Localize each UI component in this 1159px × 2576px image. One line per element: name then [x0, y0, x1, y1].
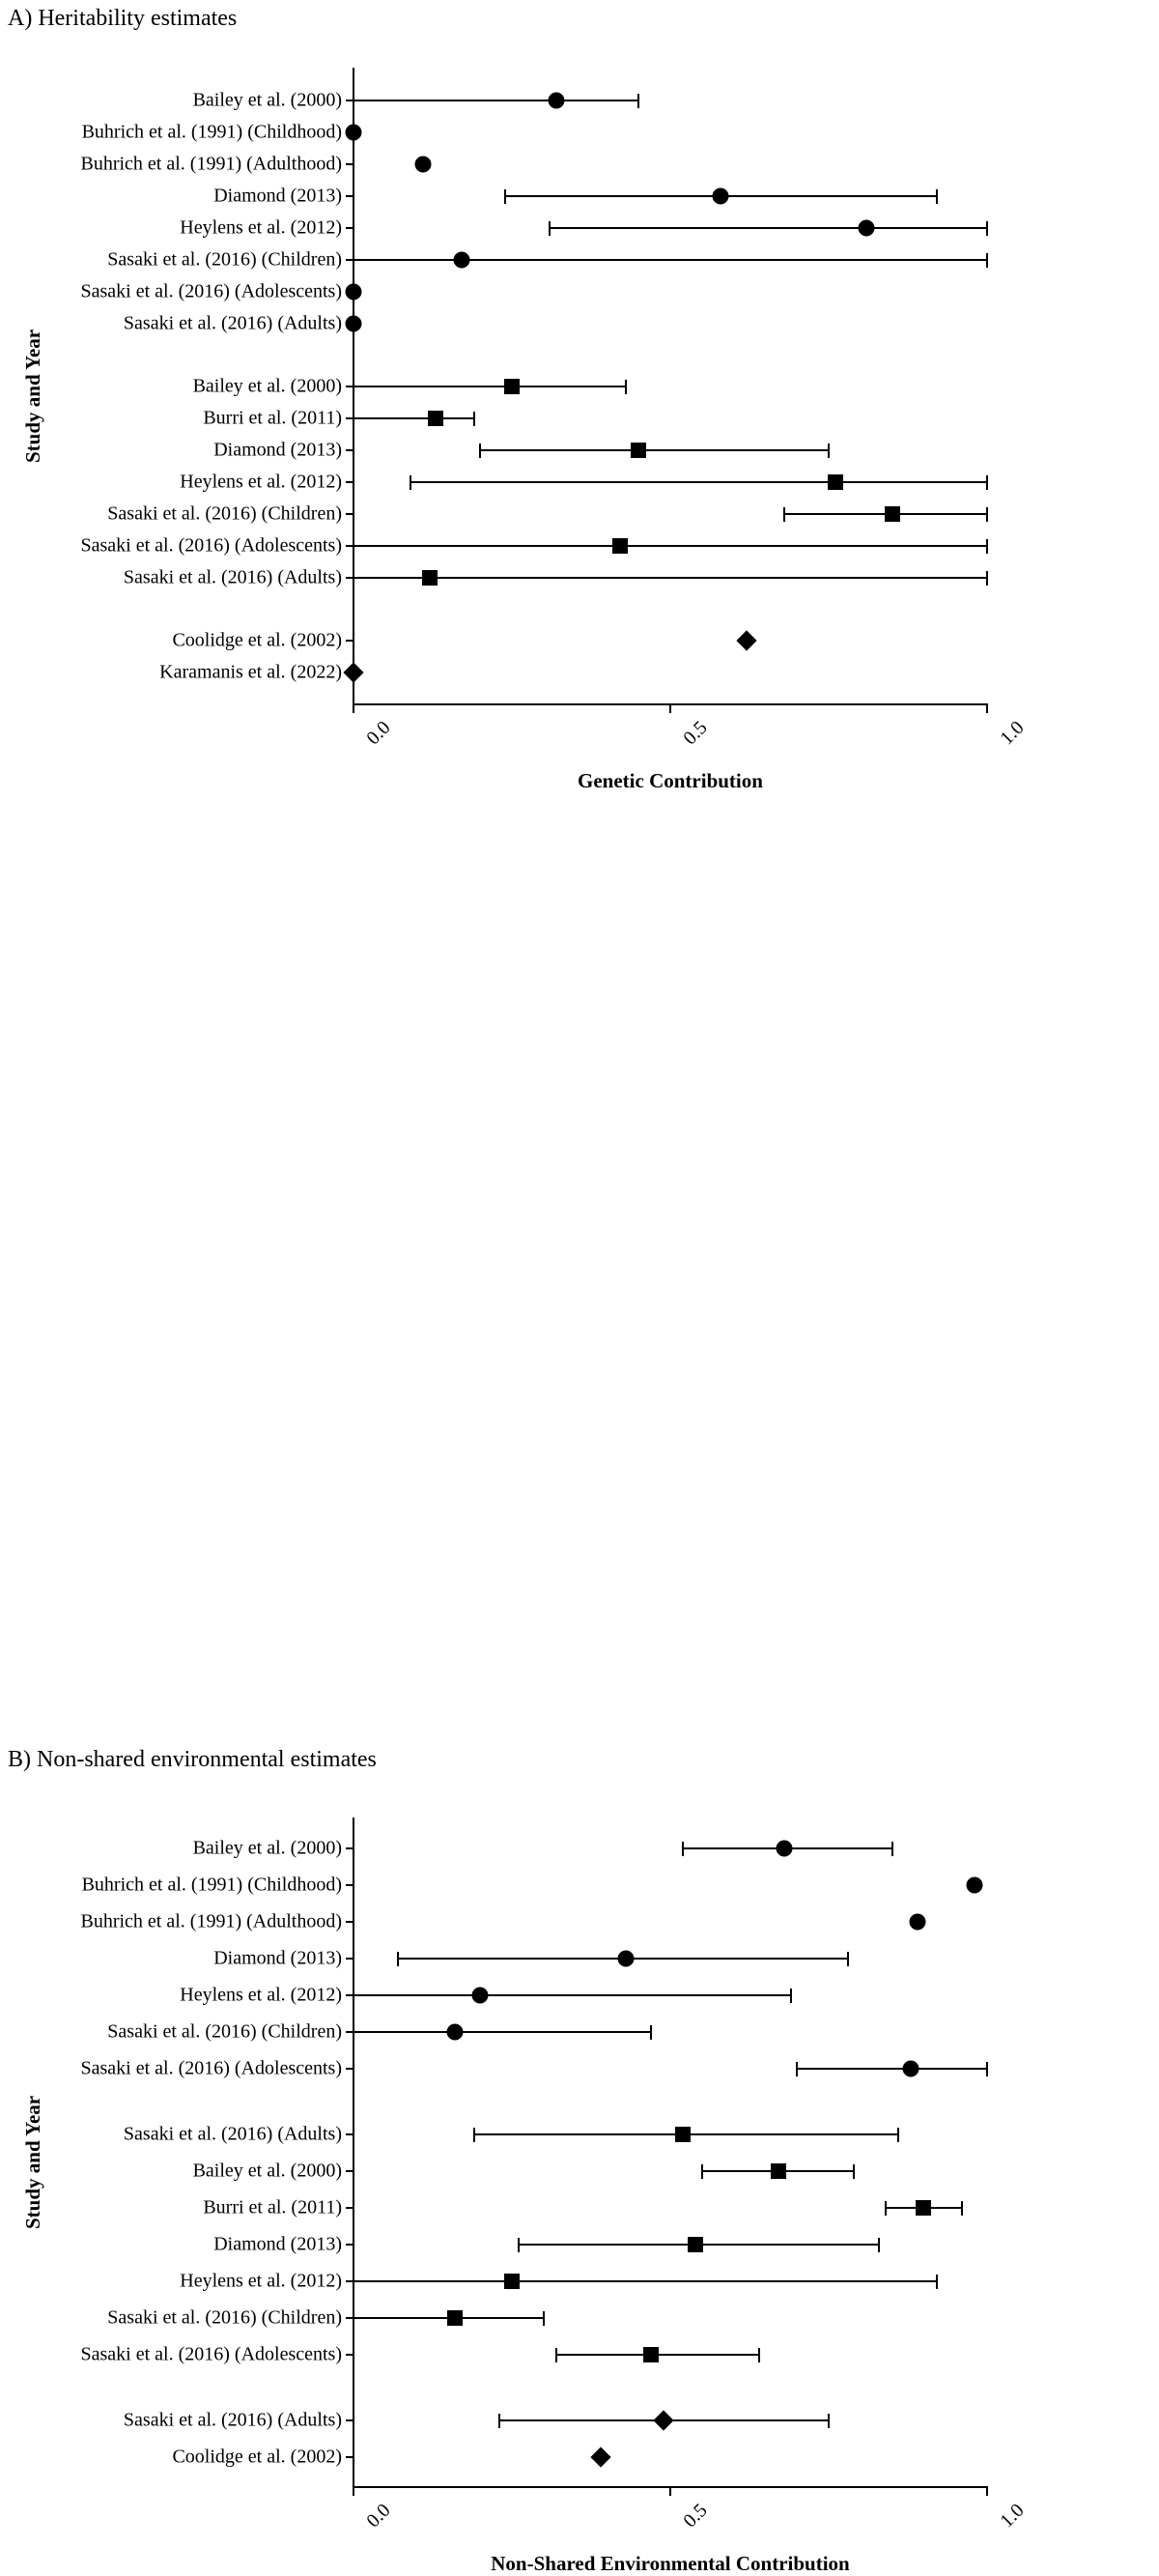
x-axis-tick: [353, 2488, 354, 2496]
confidence-interval-cap: [790, 1989, 792, 2003]
y-axis-tick: [346, 545, 353, 547]
confidence-interval-cap: [410, 475, 411, 490]
y-axis-tick: [346, 2317, 353, 2319]
study-label: Sasaki et al. (2016) (Adolescents): [80, 534, 342, 557]
confidence-interval-cap: [986, 507, 988, 522]
study-label: Heylens et al. (2012): [180, 216, 342, 239]
confidence-interval-line: [353, 577, 987, 579]
x-axis-tick-label: 0.5: [679, 2500, 712, 2533]
panel-a-heritability: [0, 0, 1159, 1082]
y-axis-title: Study and Year: [21, 2095, 44, 2229]
study-label: Buhrich et al. (1991) (Childhood): [81, 121, 342, 143]
x-axis-tick: [986, 2488, 988, 2496]
study-label: Buhrich et al. (1991) (Adulthood): [80, 1910, 342, 1932]
estimate-marker-square: [885, 506, 900, 522]
study-label: Sasaki et al. (2016) (Children): [107, 2306, 342, 2329]
confidence-interval-cap: [473, 412, 475, 426]
study-label: Sasaki et al. (2016) (Adolescents): [80, 2057, 342, 2079]
confidence-interval-cap: [479, 444, 481, 458]
confidence-interval-cap: [986, 2062, 988, 2076]
study-label: Sasaki et al. (2016) (Adults): [123, 2123, 342, 2145]
y-axis-tick: [346, 2207, 353, 2209]
y-axis-tick: [346, 195, 353, 197]
confidence-interval-line: [353, 417, 474, 419]
confidence-interval-cap: [891, 1842, 893, 1856]
confidence-interval-cap: [828, 2414, 830, 2428]
study-label: Sasaki et al. (2016) (Adults): [123, 566, 342, 588]
confidence-interval-cap: [555, 2348, 557, 2362]
y-axis-tick: [346, 2244, 353, 2246]
study-label: Bailey et al. (2000): [192, 375, 342, 397]
estimate-marker-circle: [346, 284, 362, 301]
y-axis-tick: [346, 417, 353, 419]
confidence-interval-cap: [397, 1952, 399, 1966]
study-label: Bailey et al. (2000): [192, 1837, 342, 1859]
confidence-interval-cap: [796, 2062, 798, 2076]
y-axis-title: Study and Year: [21, 329, 44, 463]
study-label: Sasaki et al. (2016) (Adults): [123, 2409, 342, 2431]
y-axis-tick: [346, 2133, 353, 2135]
estimate-marker-square: [916, 2200, 931, 2216]
confidence-interval-cap: [986, 539, 988, 554]
confidence-interval-line: [797, 2068, 987, 2070]
x-axis-title: Genetic Contribution: [578, 769, 763, 792]
confidence-interval-cap: [701, 2164, 703, 2179]
y-axis-line: [353, 1818, 354, 2486]
y-axis-tick: [346, 100, 353, 101]
y-axis-tick: [346, 449, 353, 451]
confidence-interval-cap: [783, 507, 785, 522]
study-label: Diamond (2013): [213, 185, 342, 207]
confidence-interval-cap: [625, 380, 627, 394]
estimate-marker-square: [771, 2163, 786, 2179]
y-axis-tick: [346, 640, 353, 642]
confidence-interval-cap: [961, 2201, 963, 2216]
study-label: Diamond (2013): [213, 439, 342, 461]
confidence-interval-cap: [498, 2414, 500, 2428]
estimate-marker-circle: [618, 1951, 635, 1967]
study-label: Buhrich et al. (1991) (Adulthood): [80, 153, 342, 175]
estimate-marker-circle: [713, 188, 729, 205]
estimate-marker-circle: [777, 1841, 793, 1857]
study-label: Diamond (2013): [213, 1947, 342, 1969]
y-axis-tick: [346, 1847, 353, 1849]
estimate-marker-square: [428, 411, 443, 426]
confidence-interval-cap: [518, 2238, 520, 2252]
confidence-interval-cap: [853, 2164, 855, 2179]
study-label: Diamond (2013): [213, 2233, 342, 2255]
estimate-marker-diamond: [736, 630, 756, 650]
y-axis-tick: [346, 227, 353, 229]
x-axis-tick-label: 0.0: [362, 2500, 395, 2533]
study-label: Sasaki et al. (2016) (Adolescents): [80, 280, 342, 302]
confidence-interval-cap: [936, 2275, 938, 2289]
confidence-interval-cap: [986, 253, 988, 268]
y-axis-tick: [346, 2280, 353, 2282]
confidence-interval-cap: [897, 2128, 899, 2142]
study-label: Buhrich et al. (1991) (Childhood): [81, 1874, 342, 1896]
estimate-marker-square: [643, 2347, 659, 2362]
y-axis-tick: [346, 2031, 353, 2033]
estimate-marker-circle: [548, 93, 564, 109]
study-label: Burri et al. (2011): [203, 407, 342, 429]
study-label: Sasaki et al. (2016) (Children): [107, 502, 342, 525]
study-label: Burri et al. (2011): [203, 2196, 342, 2218]
estimate-marker-circle: [346, 316, 362, 332]
study-label: Heylens et al. (2012): [180, 471, 342, 493]
confidence-interval-cap: [828, 444, 830, 458]
confidence-interval-cap: [936, 189, 938, 204]
x-axis-tick-label: 1.0: [996, 2500, 1029, 2533]
confidence-interval-cap: [847, 1952, 849, 1966]
study-label: Sasaki et al. (2016) (Children): [107, 248, 342, 271]
estimate-marker-square: [504, 2274, 520, 2289]
y-axis-tick: [346, 2419, 353, 2421]
confidence-interval-cap: [885, 2201, 887, 2216]
confidence-interval-cap: [986, 221, 988, 236]
confidence-interval-cap: [549, 221, 551, 236]
estimate-marker-diamond: [590, 2447, 610, 2467]
confidence-interval-line: [410, 481, 987, 483]
panel-b-nonshared: [0, 1082, 1159, 2575]
y-axis-tick: [346, 2170, 353, 2172]
estimate-marker-circle: [859, 220, 875, 237]
confidence-interval-cap: [650, 2025, 652, 2040]
y-axis-tick: [346, 481, 353, 483]
study-label: Heylens et al. (2012): [180, 1984, 342, 2006]
y-axis-tick: [346, 1958, 353, 1960]
x-axis-tick-label: 0.5: [679, 717, 712, 750]
x-axis-title: Non-Shared Environmental Contribution: [491, 2552, 850, 2575]
confidence-interval-line: [353, 2280, 937, 2282]
estimate-marker-circle: [903, 2061, 919, 2077]
confidence-interval-line: [480, 449, 829, 451]
estimate-marker-square: [688, 2237, 703, 2252]
y-axis-tick: [346, 577, 353, 579]
estimate-marker-square: [447, 2310, 463, 2326]
confidence-interval-cap: [758, 2348, 760, 2362]
y-axis-tick: [346, 1884, 353, 1886]
confidence-interval-cap: [986, 571, 988, 586]
confidence-interval-cap: [637, 94, 639, 108]
confidence-interval-line: [353, 545, 987, 547]
x-axis-tick: [669, 2488, 671, 2496]
estimate-marker-square: [504, 379, 520, 394]
estimate-marker-circle: [415, 157, 432, 173]
study-label: Coolidge et al. (2002): [172, 629, 342, 651]
y-axis-tick: [346, 513, 353, 515]
confidence-interval-cap: [473, 2128, 475, 2142]
y-axis-tick: [346, 2456, 353, 2458]
confidence-interval-cap: [878, 2238, 880, 2252]
estimate-marker-circle: [446, 2024, 463, 2041]
estimate-marker-square: [612, 538, 628, 554]
estimate-marker-square: [631, 443, 646, 458]
confidence-interval-line: [353, 2031, 651, 2033]
estimate-marker-diamond: [343, 662, 363, 682]
estimate-marker-circle: [909, 1914, 925, 1931]
y-axis-tick: [346, 163, 353, 165]
y-axis-tick: [346, 2354, 353, 2356]
confidence-interval-line: [550, 227, 987, 229]
panel-b-title: B) Non-shared environmental estimates: [8, 1747, 377, 1772]
confidence-interval-line: [353, 100, 638, 101]
confidence-interval-line: [353, 1994, 791, 1996]
estimate-marker-circle: [346, 125, 362, 141]
estimate-marker-square: [675, 2127, 691, 2142]
estimate-marker-square: [828, 474, 843, 490]
confidence-interval-cap: [986, 475, 988, 490]
y-axis-tick: [346, 386, 353, 387]
y-axis-tick: [346, 259, 353, 261]
study-label: Sasaki et al. (2016) (Adults): [123, 312, 342, 334]
confidence-interval-cap: [543, 2311, 545, 2326]
study-label: Heylens et al. (2012): [180, 2270, 342, 2292]
estimate-marker-circle: [966, 1877, 982, 1894]
study-label: Bailey et al. (2000): [192, 89, 342, 111]
confidence-interval-cap: [682, 1842, 684, 1856]
x-axis-tick-label: 0.0: [362, 717, 395, 750]
estimate-marker-circle: [453, 252, 469, 269]
x-axis-tick: [986, 705, 988, 713]
study-label: Sasaki et al. (2016) (Adolescents): [80, 2343, 342, 2365]
estimate-marker-square: [422, 570, 438, 586]
confidence-interval-line: [353, 386, 626, 387]
study-label: Coolidge et al. (2002): [172, 2446, 342, 2468]
study-label: Karamanis et al. (2022): [159, 661, 342, 683]
y-axis-tick: [346, 2068, 353, 2070]
study-label: Bailey et al. (2000): [192, 2160, 342, 2182]
estimate-marker-diamond: [654, 2410, 674, 2430]
estimate-marker-circle: [472, 1988, 489, 2004]
x-axis-tick: [353, 705, 354, 713]
confidence-interval-line: [353, 259, 987, 261]
study-label: Sasaki et al. (2016) (Children): [107, 2020, 342, 2043]
x-axis-tick: [669, 705, 671, 713]
panel-a-title: A) Heritability estimates: [8, 6, 238, 31]
confidence-interval-cap: [504, 189, 506, 204]
x-axis-tick-label: 1.0: [996, 717, 1029, 750]
y-axis-tick: [346, 1994, 353, 1996]
y-axis-tick: [346, 1921, 353, 1923]
